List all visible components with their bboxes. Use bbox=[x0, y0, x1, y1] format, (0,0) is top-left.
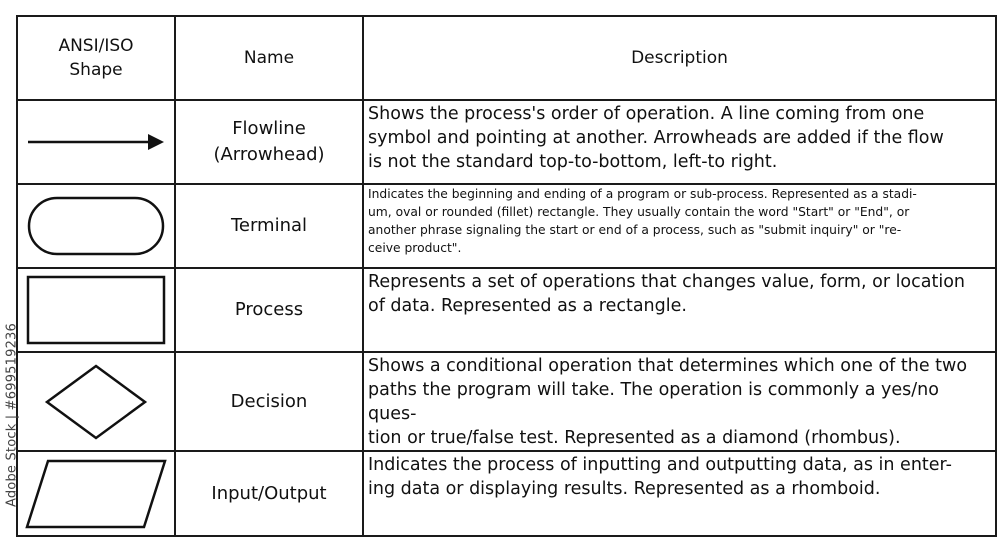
process-rectangle-icon bbox=[25, 274, 167, 346]
header-shape-line-2: Shape bbox=[69, 60, 123, 80]
description-cell bbox=[363, 451, 996, 536]
table-row-decision bbox=[17, 352, 996, 451]
watermark-text: Adobe Stock | #699519236 bbox=[4, 322, 20, 508]
description-line: Indicates the process of inputting and outputting data, as in enter- bbox=[368, 455, 952, 475]
header-description: Description bbox=[363, 16, 996, 100]
flowchart-symbols-table bbox=[16, 15, 997, 537]
header-shape-line-1: ANSI/ISO bbox=[58, 36, 134, 56]
name-line: Decision bbox=[230, 390, 308, 412]
description-cell bbox=[363, 352, 996, 451]
description-cell bbox=[363, 184, 996, 268]
description-cell bbox=[363, 100, 996, 184]
name-cell bbox=[175, 451, 363, 536]
name-cell bbox=[175, 352, 363, 451]
description-line: another phrase signaling the start or end of a process, such as "submit inquiry" or "re- bbox=[368, 223, 902, 237]
decision-diamond-icon bbox=[44, 363, 148, 441]
header-shape bbox=[17, 16, 175, 100]
description-line: of data. Represented as a rectangle. bbox=[368, 296, 687, 316]
name-cell bbox=[175, 184, 363, 268]
description-line: tion or true/false test. Represented as a diamond (rhombus). bbox=[368, 428, 901, 448]
description-line: ing data or displaying results. Represented as a rhomboid. bbox=[368, 479, 881, 499]
stock-watermark bbox=[4, 300, 20, 530]
shape-cell bbox=[17, 100, 175, 184]
description-line: Shows a conditional operation that determines which one of the two bbox=[368, 356, 968, 376]
table-row-flowline bbox=[17, 100, 996, 184]
name-cell bbox=[175, 268, 363, 352]
description-line: ceive product". bbox=[368, 241, 462, 255]
table-row-input-output bbox=[17, 451, 996, 536]
shape-cell bbox=[17, 268, 175, 352]
description-line: is not the standard top-to-bottom, left-to right. bbox=[368, 152, 778, 172]
name-cell bbox=[175, 100, 363, 184]
description-line: symbol and pointing at another. Arrowheads are added if the flow bbox=[368, 128, 944, 148]
input-output-rhomboid-icon bbox=[24, 458, 168, 530]
name-line: (Arrowhead) bbox=[213, 144, 325, 165]
name-line: Process bbox=[234, 299, 304, 320]
description-line: um, oval or rounded (fillet) rectangle. They usually contain the word "Start" or "End", or bbox=[368, 205, 910, 219]
description-line: Shows the process's order of operation. A line coming from one bbox=[368, 104, 925, 124]
header-name: Name bbox=[175, 16, 363, 100]
description-line: Indicates the beginning and ending of a program or sub-process. Represented as a stadi- bbox=[368, 187, 917, 201]
name-line: Input/Output bbox=[211, 482, 327, 504]
flowline-arrow-icon bbox=[26, 132, 166, 152]
name-line: Terminal bbox=[230, 215, 308, 236]
terminal-stadium-icon bbox=[26, 194, 166, 258]
description-line: paths the program will take. The operation is commonly a yes/no ques- bbox=[368, 380, 939, 424]
description-cell bbox=[363, 268, 996, 352]
header-row bbox=[17, 16, 996, 100]
description-line: Represents a set of operations that changes value, form, or location bbox=[368, 272, 966, 292]
shape-cell bbox=[17, 352, 175, 451]
name-line: Flowline bbox=[232, 118, 306, 139]
shape-cell bbox=[17, 451, 175, 536]
table-row-terminal bbox=[17, 184, 996, 268]
table-row-process bbox=[17, 268, 996, 352]
shape-cell bbox=[17, 184, 175, 268]
